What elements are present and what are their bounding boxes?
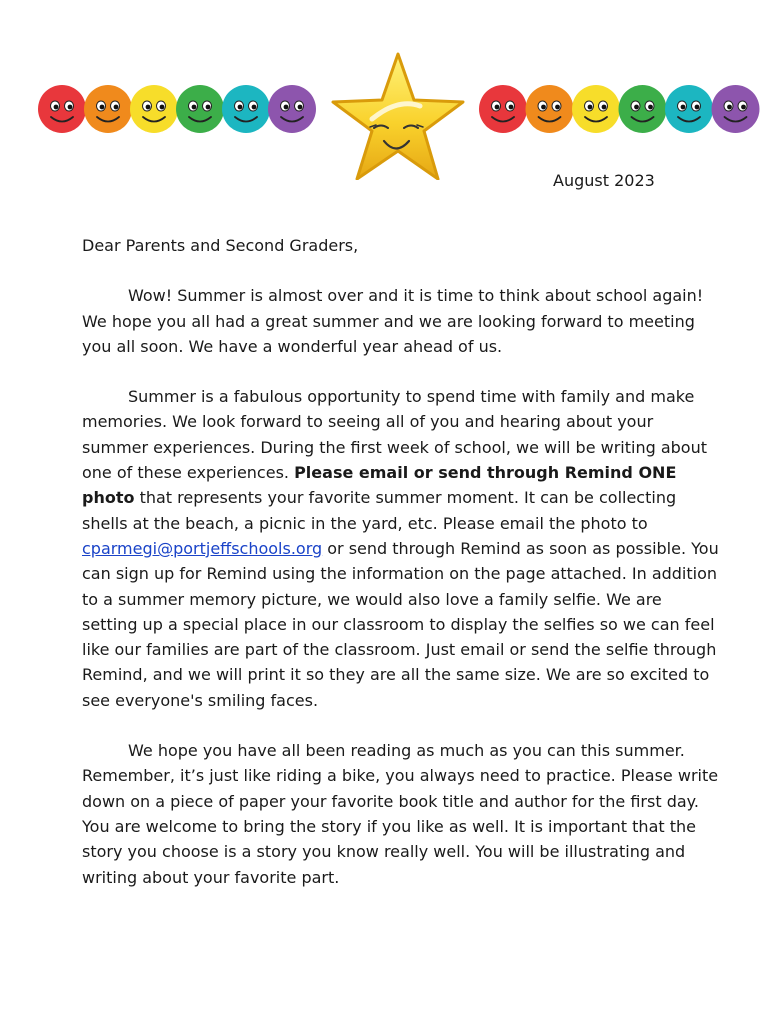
paragraph-summer-text-c: or send through Remind as soon as possible. You can sign up for Remind using the information on the page attached. In addition to a summer memory picture, we would also love a family selfie. We are setting up a special place in our classroom to display the selfies so we can feel like our families are part of the classroom. Just email or send the selfie through Remind, and we will print it so they are all the same size. We are so excited to see everyone's smiling faces. — [82, 538, 719, 710]
paragraph-summer-photo — [82, 384, 722, 713]
smiley-face-icon — [84, 85, 132, 133]
letter-greeting: Dear Parents and Second Graders, — [82, 236, 359, 255]
smiley-face-icon — [712, 85, 760, 133]
paragraph-summer-text-a: Summer is a fabulous opportunity to spend time with family and make memories. We look forward to seeing all of you and hearing about your summer experiences. During the first week of school, we will be writing about one of these experiences. — [82, 387, 707, 483]
smiley-face-icon — [222, 85, 270, 133]
teacher-email-link[interactable]: cparmegi@portjeffschools.org — [82, 538, 323, 558]
smiley-face-icon — [130, 85, 178, 133]
smiley-face-icon — [526, 85, 574, 133]
letter-date: August 2023 — [553, 171, 655, 190]
smiley-face-row-left — [38, 85, 316, 133]
paragraph-summer-text-b: that represents your favorite summer moment. It can be collecting shells at the beach, a picnic in the yard, etc. Please email the photo to — [82, 488, 677, 533]
smiley-face-icon — [38, 85, 86, 133]
smiley-face-icon — [572, 85, 620, 133]
header-decoration — [0, 0, 770, 180]
smiling-star-icon — [333, 54, 463, 179]
paragraph-intro: Wow! Summer is almost over and it is time to think about school again! We hope you all had a great summer and we are looking forward to meeting you all soon. We have a wonderful year ahead of us. — [82, 286, 704, 356]
letter-body — [82, 233, 722, 915]
smiley-face-icon — [619, 85, 667, 133]
photo-request-bold: Please email or send through Remind ONE photo — [82, 463, 677, 508]
paragraph-reading: We hope you have all been reading as much as you can this summer. Remember, it’s just like riding a bike, you always need to practice. Please write down on a piece of paper your favorite book title and author for the first day. You are welcome to bring the story if you like as well. It is important that the story you choose is a story you know really well. You will be illustrating and writing about your favorite part. — [82, 741, 719, 887]
smiley-face-icon — [665, 85, 713, 133]
smiley-face-row-right — [479, 85, 760, 133]
smiley-face-icon — [479, 85, 527, 133]
smiley-face-icon — [176, 85, 224, 133]
smiley-face-icon — [268, 85, 316, 133]
